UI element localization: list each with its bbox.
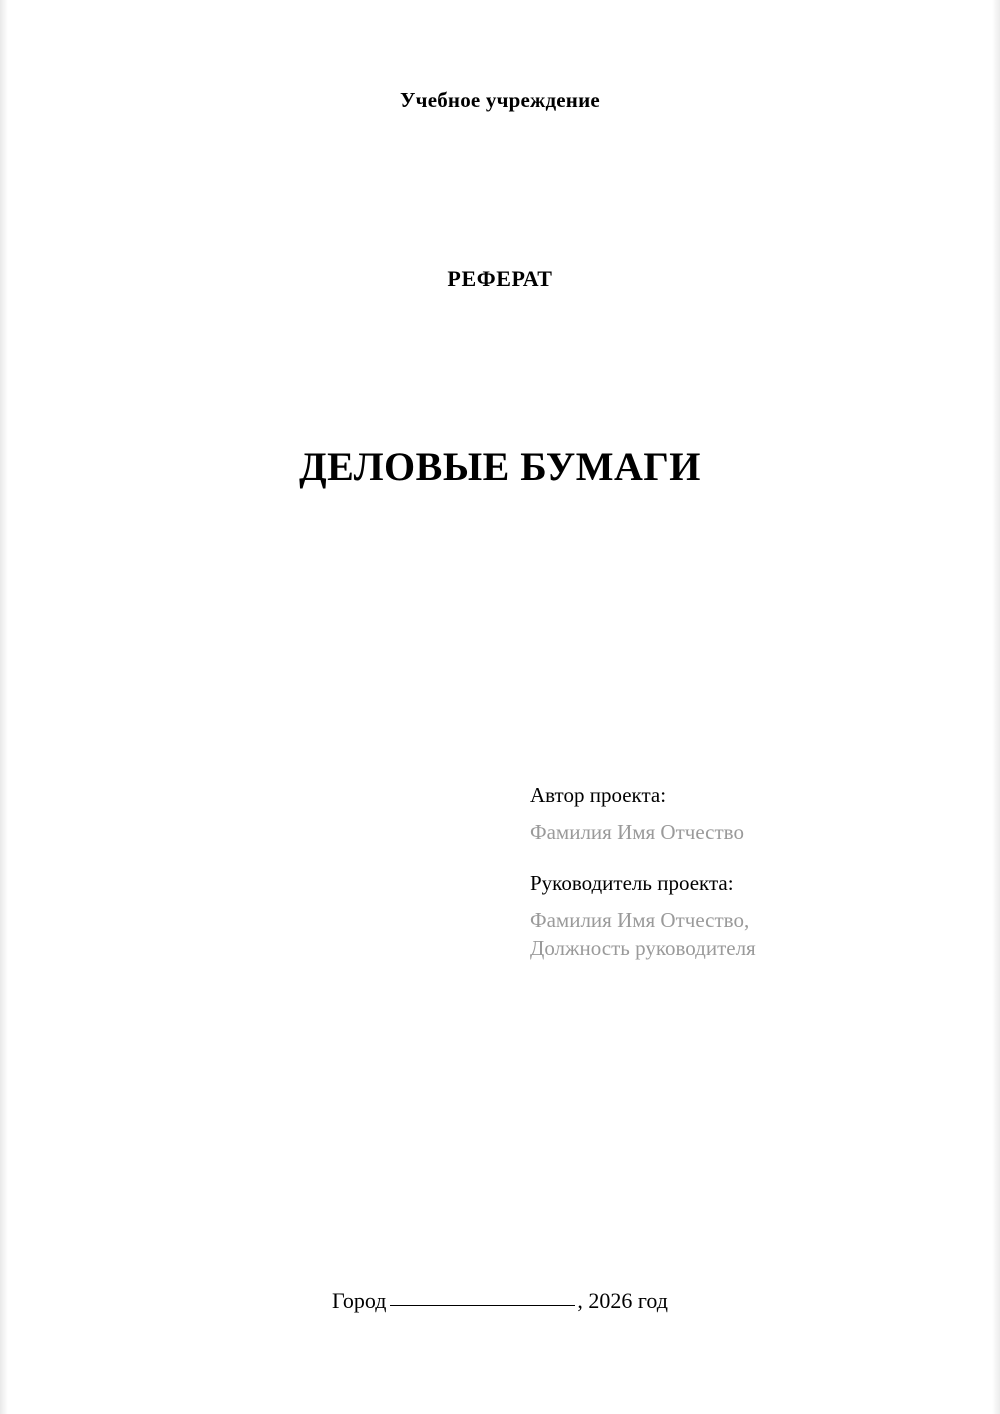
document-type: РЕФЕРАТ — [447, 266, 553, 291]
city-fill-in-line[interactable] — [390, 1305, 575, 1306]
author-name-placeholder[interactable]: Фамилия Имя Отчество — [530, 820, 744, 844]
supervisor-position-placeholder[interactable]: Должность руководителя — [530, 936, 756, 960]
page-title: ДЕЛОВЫЕ БУМАГИ — [299, 444, 701, 489]
footer-city-year — [0, 1288, 1000, 1314]
author-block — [530, 785, 930, 843]
city-label: Город — [332, 1288, 387, 1313]
supervisor-name-placeholder[interactable]: Фамилия Имя Отчество, — [530, 908, 750, 932]
supervisor-block — [530, 873, 930, 959]
year-text: , 2026 год — [577, 1288, 668, 1313]
supervisor-label: Руководитель проекта: — [530, 871, 734, 895]
institution-name: Учебное учреждение — [400, 88, 600, 112]
author-label: Автор проекта: — [530, 783, 667, 807]
credits-block — [530, 785, 930, 959]
